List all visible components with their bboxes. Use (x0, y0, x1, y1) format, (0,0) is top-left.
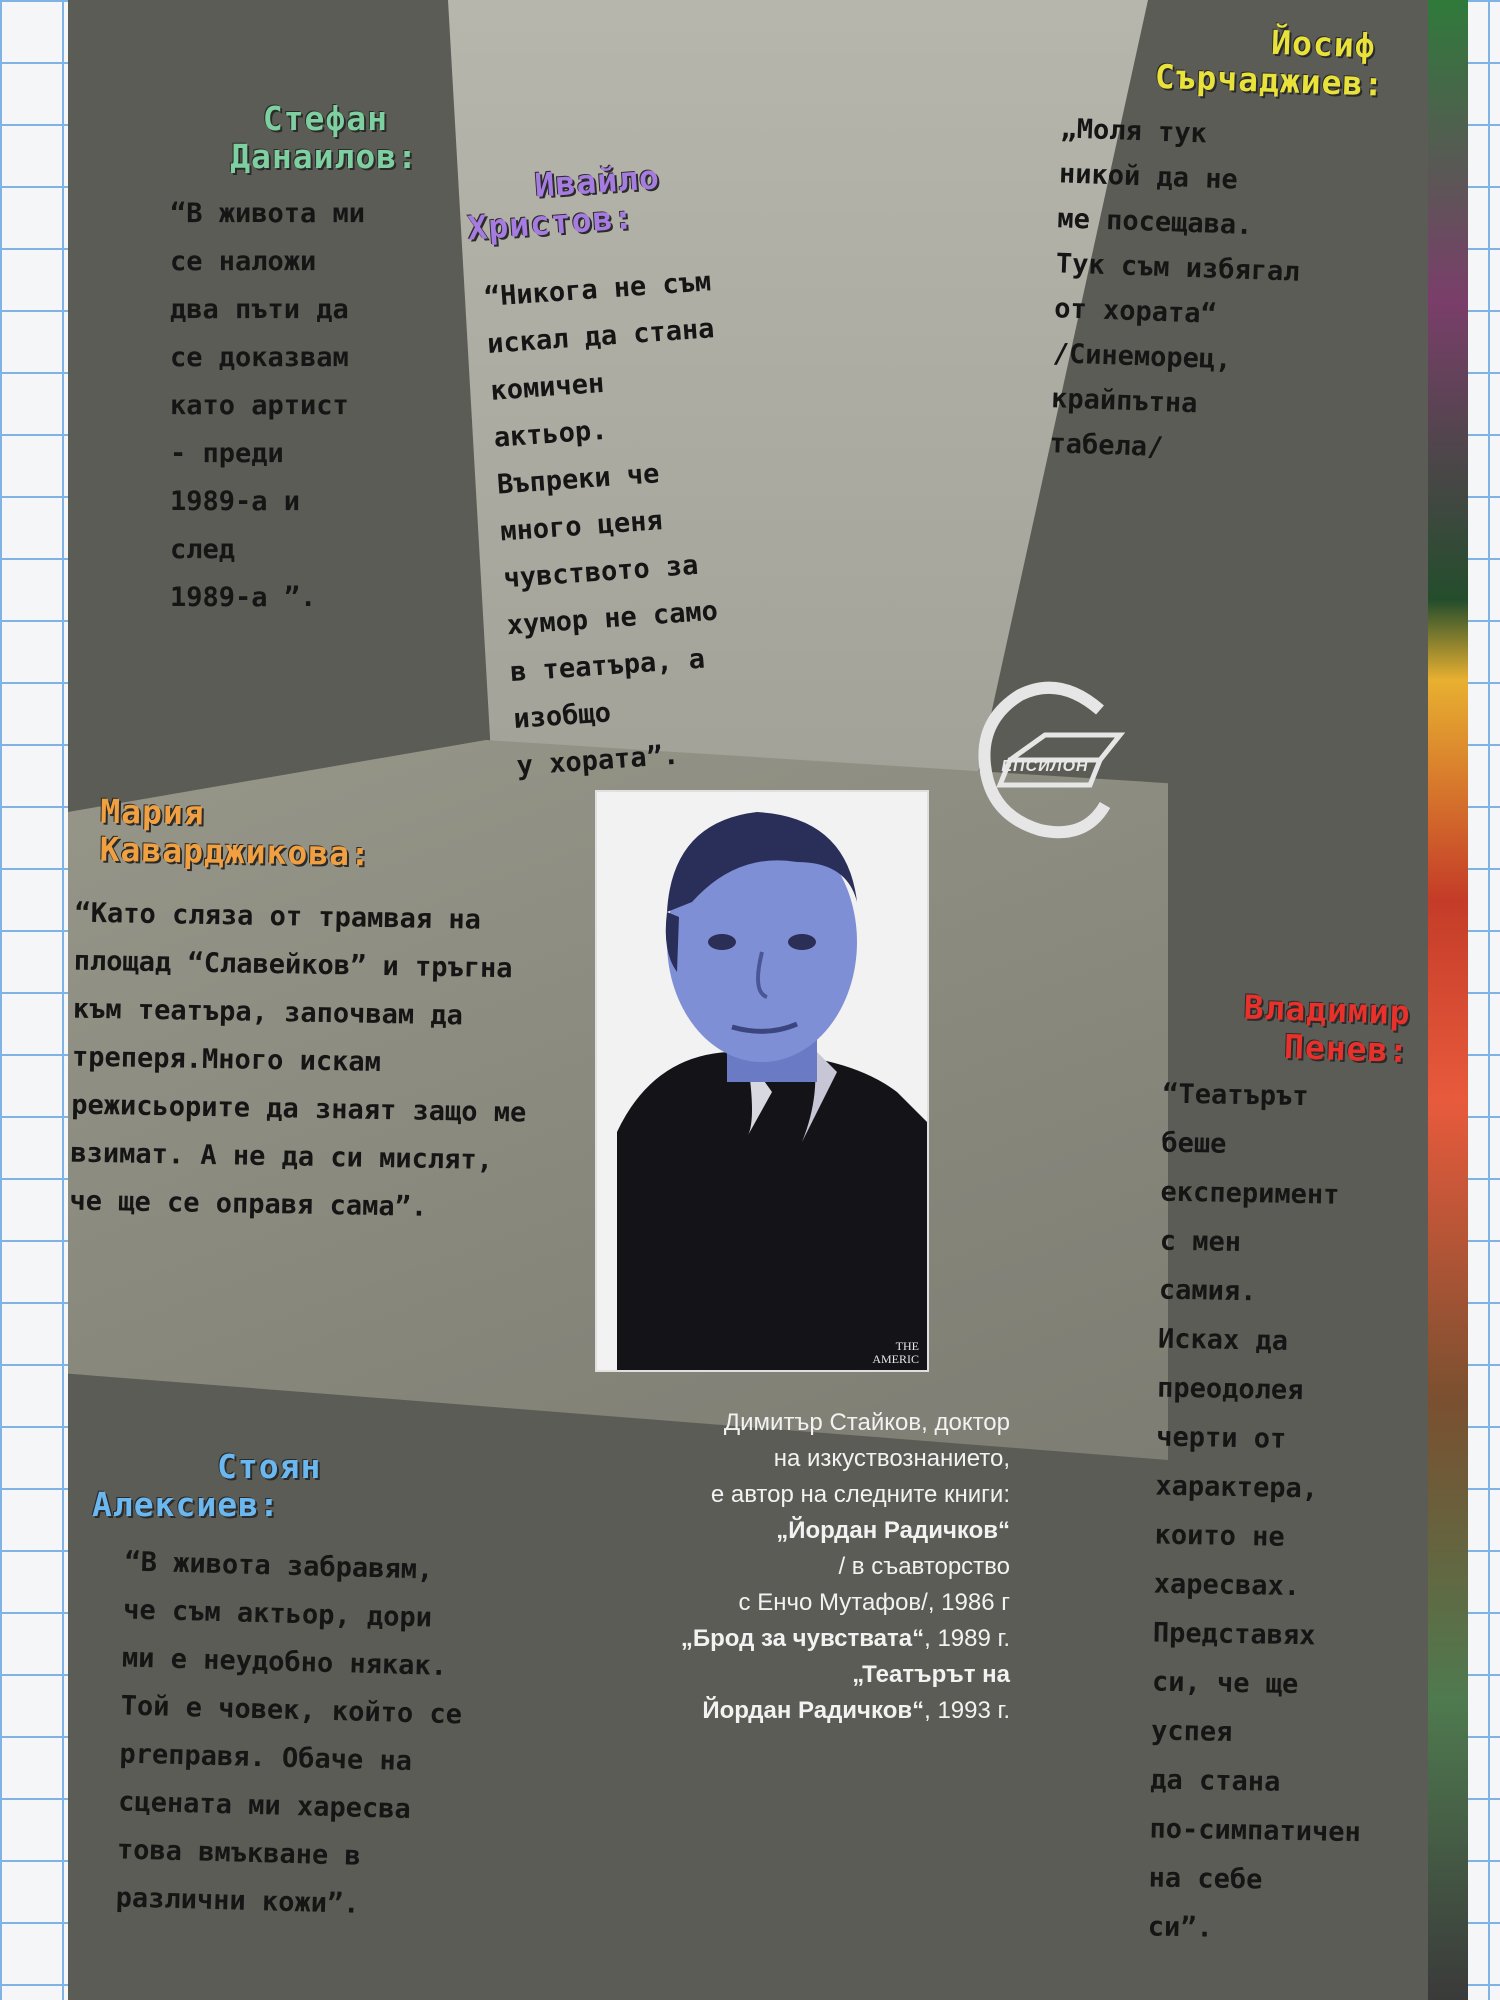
name-yosif-sarchadzhiev (1054, 16, 1386, 103)
author-portrait-photo (595, 790, 929, 1372)
name-line-1: Стоян (217, 1447, 322, 1486)
photo-corner-line-1: THE (895, 1339, 919, 1353)
caption-line-2: на изкуствознанието, (773, 1445, 1010, 1472)
quote-yosif-sarchadzhiev: „Моля тук никой да не ме посещава. Тук съм избягал от хората“ /Синеморец, крайпътна табела/ (1049, 113, 1301, 464)
caption-book-year: , 1989 г. (924, 1625, 1010, 1652)
name-line-1: Ивайло (533, 157, 661, 205)
name-line-2: Сърчаджиев: (1154, 56, 1385, 104)
name-line-1: Стефан (262, 99, 388, 138)
caption-line-3: е автор на следните книги: (710, 1481, 1010, 1508)
quote-stefan-danailov: “В живота ми се наложи два пъти да се доказвам като артист - преди 1989-а и след 1989-а ”. (170, 198, 366, 613)
name-line-2: Пенев: (1283, 1026, 1410, 1071)
quote-ivaylo-hristov: “Никога не съм искал да стана комичен актьор. Въпреки че много ценя чувството за хумор не само в театъра, а изобщо у хората”. (482, 266, 719, 782)
name-vladimir-penev (1164, 986, 1412, 1071)
name-ivaylo-hristov (464, 158, 664, 247)
caption-line-7 (640, 1621, 1010, 1657)
name-line-1: Владимир (1243, 987, 1412, 1033)
name-line-2: Алексиев: (92, 1485, 280, 1524)
quote-stoyan-aleksiev: “В живота забравям, че съм актьор, дори ми е неудобно някак. Той е човек, който се preправя. Обаче на сцената ми харесва това вмъкване в различни кожи”. (115, 1546, 463, 1920)
portrait-illustration (597, 792, 927, 1370)
caption-line-8: „Театърът на (852, 1661, 1010, 1688)
name-stoyan-aleksiev (92, 1448, 321, 1524)
caption-line-5: / в съавторство (838, 1553, 1010, 1580)
name-stefan-danailov (148, 100, 418, 176)
caption-book-title: „Брод за чувствата“ (680, 1625, 925, 1652)
name-line-1: Йосиф (1270, 22, 1377, 66)
name-line-2: Христов: (466, 197, 636, 248)
photo-corner-text (872, 1340, 919, 1366)
caption-book-title: Йордан Радичков“ (702, 1697, 925, 1724)
name-line-2: Каварджикова: (99, 829, 372, 874)
name-line-1: Мария (100, 791, 206, 833)
photo-corner-line-2: AMERIC (872, 1352, 919, 1366)
quote-maria-kavardzhikova: “Като сляза от трамвая на площад “Славейков” и тръгна към театъра, започвам да треперя.Много искам режисьорите да знаят защо ме взимат. А не да си мислят, че ще се оправя сама”. (69, 897, 527, 1223)
name-maria-kavardzhikova (99, 793, 372, 874)
name-line-2: Данаилов: (230, 137, 418, 176)
caption-line-1: Димитър Стайков, доктор (723, 1409, 1010, 1436)
quote-vladimir-penev: “Театърът беше експеримент с мен самия. Исках да преодолея черти от характера, които не харесвах. Представях си, че ще успея да стана по-симпатичен на себе си”. (1147, 1078, 1362, 1944)
caption-line-6: с Енчо Мутафов/, 1986 г (738, 1589, 1010, 1616)
logo-label: ЕПСИЛОН (1001, 758, 1089, 775)
caption-book-year: , 1993 г. (924, 1697, 1010, 1724)
caption-line-9 (640, 1693, 1010, 1729)
caption-line-4: „Йордан Радичков“ (776, 1517, 1010, 1544)
author-caption (640, 1405, 1010, 1729)
colored-spine-strip (1428, 0, 1468, 2000)
